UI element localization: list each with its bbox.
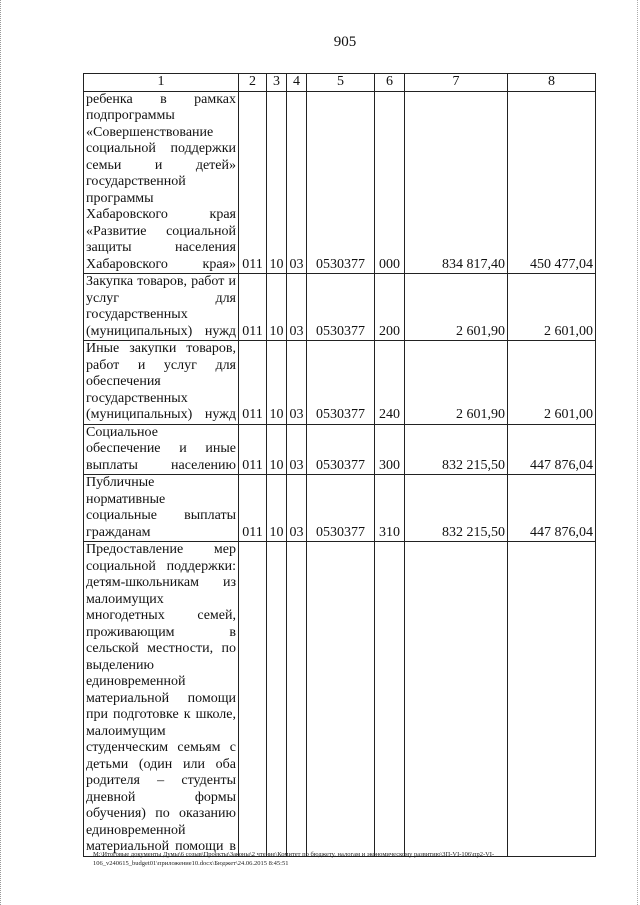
row-name-line: Закупка товаров, работ и bbox=[86, 274, 236, 289]
row-cell-c6: 240 bbox=[375, 341, 405, 425]
row-cell-c4 bbox=[287, 542, 307, 857]
row-name-line: обеспечения bbox=[86, 374, 161, 389]
row-name-line: выделению bbox=[86, 657, 154, 673]
row-cell-c2: 011 bbox=[239, 341, 267, 425]
row-name-line: (муниципальных) нужд bbox=[86, 407, 236, 422]
row-cell-c3 bbox=[267, 542, 287, 857]
row-name-line: Публичные bbox=[86, 475, 155, 490]
row-name-line: многодетных семей, bbox=[86, 608, 236, 623]
row-cell-c5: 0530377 bbox=[307, 341, 375, 425]
row-cell-c4: 03 bbox=[287, 274, 307, 341]
footer-path-line-2: 106_v240615_budget01\приложение10.docx\Бюджет\24.06.2015 8:45:51 bbox=[93, 860, 289, 867]
row-cell-c8: 447 876,04 bbox=[508, 475, 596, 542]
table-row bbox=[84, 91, 596, 274]
row-cell-c8: 2 601,00 bbox=[508, 274, 596, 341]
table-row bbox=[84, 341, 596, 425]
row-cell-c7: 834 817,40 bbox=[405, 91, 508, 274]
row-name-line: сельской местности, по bbox=[86, 641, 236, 656]
header-col-4: 4 bbox=[287, 74, 307, 92]
row-name-line: родителя – студенты bbox=[86, 773, 236, 788]
header-row bbox=[84, 74, 596, 92]
row-name-line: нормативные bbox=[86, 491, 166, 507]
row-cell-c8: 2 601,00 bbox=[508, 341, 596, 425]
row-cell-c7: 2 601,90 bbox=[405, 274, 508, 341]
row-name-line: малоимущим bbox=[86, 723, 166, 739]
row-name-line: защиты населения bbox=[86, 240, 236, 255]
row-cell-c3: 10 bbox=[267, 91, 287, 274]
row-cell-c6: 200 bbox=[375, 274, 405, 341]
row-name-line: (муниципальных) нужд bbox=[86, 323, 236, 339]
row-name-line: государственных bbox=[86, 307, 188, 322]
row-name-line: материальной помощи в bbox=[86, 839, 236, 854]
row-cell-c2: 011 bbox=[239, 424, 267, 475]
row-cell-c2: 011 bbox=[239, 274, 267, 341]
table-row bbox=[84, 475, 596, 542]
row-name-line: социальной поддержки bbox=[86, 141, 236, 156]
row-cell-c3: 10 bbox=[267, 475, 287, 542]
document-footer bbox=[93, 850, 603, 868]
row-name-line: семьи и детей» bbox=[86, 157, 236, 173]
row-name-line: студенческим семьям с bbox=[86, 740, 236, 755]
header-col-8: 8 bbox=[508, 74, 596, 92]
row-name-line: проживающим в bbox=[86, 624, 236, 640]
row-cell-c4: 03 bbox=[287, 341, 307, 425]
row-name-line: социальной поддержки: bbox=[86, 558, 236, 574]
row-name-cell bbox=[84, 274, 239, 341]
scan-edge-right bbox=[635, 0, 638, 905]
row-name-line: Предоставление мер bbox=[86, 542, 236, 557]
row-name-line: Иные закупки товаров, bbox=[86, 341, 236, 356]
table-row bbox=[84, 542, 596, 857]
row-cell-c2 bbox=[239, 542, 267, 857]
row-name-line: дневной формы bbox=[86, 789, 236, 805]
row-cell-c2: 011 bbox=[239, 91, 267, 274]
row-name-line: единовременной bbox=[86, 822, 186, 838]
row-cell-c8: 450 477,04 bbox=[508, 91, 596, 274]
row-cell-c7 bbox=[405, 542, 508, 857]
header-col-3: 3 bbox=[267, 74, 287, 92]
row-cell-c7: 832 215,50 bbox=[405, 424, 508, 475]
row-name-cell bbox=[84, 475, 239, 542]
row-cell-c3: 10 bbox=[267, 274, 287, 341]
row-name-line: «Совершенствование bbox=[86, 124, 214, 140]
header-col-2: 2 bbox=[239, 74, 267, 92]
row-cell-c6 bbox=[375, 542, 405, 857]
row-name-cell bbox=[84, 91, 239, 274]
row-name-line: малоимущих bbox=[86, 591, 164, 607]
row-name-cell bbox=[84, 542, 239, 857]
row-cell-c6: 310 bbox=[375, 475, 405, 542]
header-col-5: 5 bbox=[307, 74, 375, 92]
row-name-line: подпрограммы bbox=[86, 108, 175, 123]
row-name-line: материальной помощи bbox=[86, 690, 236, 706]
row-cell-c8 bbox=[508, 542, 596, 857]
row-cell-c4: 03 bbox=[287, 91, 307, 274]
row-name-line: государственных bbox=[86, 390, 188, 406]
row-name-line: Хабаровского края» bbox=[86, 256, 236, 272]
row-cell-c5: 0530377 bbox=[307, 274, 375, 341]
row-cell-c3: 10 bbox=[267, 341, 287, 425]
row-name-line: «Развитие социальной bbox=[86, 223, 236, 239]
row-name-line: гражданам bbox=[86, 524, 151, 540]
budget-table bbox=[83, 73, 596, 857]
row-name-line: детьми (один или оба bbox=[86, 756, 236, 772]
row-name-cell bbox=[84, 341, 239, 425]
row-cell-c6: 000 bbox=[375, 91, 405, 274]
row-name-line: обеспечение и иные bbox=[86, 441, 236, 456]
row-cell-c6: 300 bbox=[375, 424, 405, 475]
header-col-7: 7 bbox=[405, 74, 508, 92]
row-cell-c8: 447 876,04 bbox=[508, 424, 596, 475]
row-name-line: Социальное bbox=[86, 424, 158, 440]
table-row bbox=[84, 274, 596, 341]
row-name-line: Хабаровского края bbox=[86, 207, 236, 222]
row-cell-c3: 10 bbox=[267, 424, 287, 475]
row-cell-c5 bbox=[307, 542, 375, 857]
row-name-line: государственной bbox=[86, 174, 186, 189]
footer-path-line-1: M:\Итоговые документы Думы\6 созыв\Проекты\Законы\2 чтение\Комитет по бюджету, налогам и экономическому развитию\ЗП-VI-106\пр2-VI- bbox=[93, 851, 495, 858]
scan-edge-left bbox=[0, 0, 5, 905]
row-cell-c7: 832 215,50 bbox=[405, 475, 508, 542]
row-name-cell bbox=[84, 424, 239, 475]
row-name-line: работ и услуг для bbox=[86, 357, 236, 373]
row-name-line: программы bbox=[86, 190, 154, 206]
row-name-line: социальные выплаты bbox=[86, 508, 236, 523]
row-name-line: обучения) по оказанию bbox=[86, 806, 236, 821]
row-name-line: услуг для bbox=[86, 290, 236, 306]
row-cell-c2: 011 bbox=[239, 475, 267, 542]
row-cell-c7: 2 601,90 bbox=[405, 341, 508, 425]
row-name-line: выплаты населению bbox=[86, 457, 236, 473]
row-cell-c4: 03 bbox=[287, 475, 307, 542]
row-name-line: при подготовке к школе, bbox=[86, 707, 236, 722]
row-cell-c4: 03 bbox=[287, 424, 307, 475]
page-number: 905 bbox=[333, 34, 357, 50]
table-body bbox=[84, 91, 596, 856]
header-col-6: 6 bbox=[375, 74, 405, 92]
row-name-line: ребенка в рамках bbox=[86, 91, 236, 107]
row-cell-c5: 0530377 bbox=[307, 91, 375, 274]
row-cell-c5: 0530377 bbox=[307, 475, 375, 542]
table-row bbox=[84, 424, 596, 475]
row-cell-c5: 0530377 bbox=[307, 424, 375, 475]
row-name-line: детям-школьникам из bbox=[86, 575, 236, 590]
row-name-line: единовременной bbox=[86, 674, 186, 689]
header-col-1: 1 bbox=[84, 74, 239, 92]
